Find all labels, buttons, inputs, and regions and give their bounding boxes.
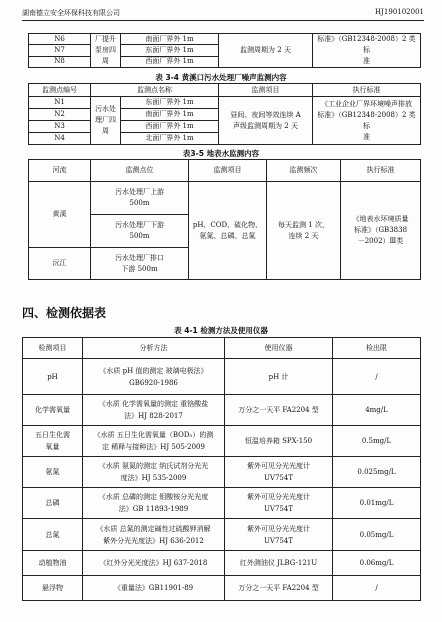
company-name: 湖南德立安全环保科技有限公司: [22, 9, 120, 17]
instrument: pH 计: [225, 359, 333, 395]
point-id: N3: [29, 121, 91, 133]
detection-limit: /: [333, 359, 421, 395]
table-row: [23, 426, 421, 457]
detection-limit: 0.01mg/L: [333, 488, 421, 519]
table-row: [23, 457, 421, 488]
col-header: 监测点名称: [91, 84, 219, 97]
point-location: 西面厂界外 1m: [121, 56, 219, 67]
instrument: 恒温培养箱 SPX-150: [225, 426, 333, 457]
analysis-method: 《水质 氨氮的测定 纳氏试剂分光光 度法》HJ 535-2009: [83, 457, 225, 488]
analysis-method: 《水质 五日生化需氧量（BOD₅）的测 定 稀释与接种法》HJ 505-2009: [83, 426, 225, 457]
point-location: 北面厂界外 1m: [121, 133, 219, 145]
col-header: 河流: [29, 160, 91, 182]
river-name: 黄溪: [29, 182, 91, 248]
point-id: N1: [29, 97, 91, 109]
col-header: 检出限: [333, 338, 421, 359]
detection-limit: 0.025mg/L: [333, 457, 421, 488]
col-header: 监测点编号: [29, 84, 91, 97]
instrument: 红外测油仪 JLBG-121U: [225, 551, 333, 576]
monitoring-item: 监测周期为 2 天: [219, 34, 313, 68]
standard: 《工业企业厂界环境噪声排放 标准》（GB12348-2008）2 类标 准: [313, 97, 421, 145]
point-id: N2: [29, 109, 91, 121]
monitoring-point: 污水处理厂上游 500m: [91, 182, 189, 215]
point-location: 东面厂界外 1m: [121, 45, 219, 56]
test-item: 五日生化需 氧量: [23, 426, 83, 457]
detection-limit: 4mg/L: [333, 395, 421, 426]
point-id: N7: [29, 45, 91, 56]
analysis-method: 《水质 总氮的测定碱性过硫酸钾消解 紫外分光光度法》HJ 636-2012: [83, 519, 225, 551]
test-item: 悬浮物: [23, 576, 83, 601]
point-id: N6: [29, 34, 91, 45]
col-header: 监测项目: [219, 84, 313, 97]
detection-limit: 0.05mg/L: [333, 519, 421, 551]
col-header: 监测点位: [91, 160, 189, 182]
table-4-1: [22, 337, 421, 601]
col-header: 执行标准: [341, 160, 421, 182]
analysis-method: 《水质 化学需氧量的测定 重铬酸盐 法》HJ 828-2017: [83, 395, 225, 426]
analysis-method: 《水质 pH 值的测定 玻璃电极法》 GB6920-1986: [83, 359, 225, 395]
col-header: 执行标准: [313, 84, 421, 97]
table-row: [23, 519, 421, 551]
detection-limit: 0.06mg/L: [333, 551, 421, 576]
instrument: 紫外可见分光光度计 UV754T: [225, 457, 333, 488]
instrument: 万分之一天平 FA2204 型: [225, 395, 333, 426]
report-number: HJ190102001: [375, 8, 424, 16]
table-3-4: [28, 83, 421, 145]
point-group: 污水处 理厂四 周: [91, 97, 121, 145]
test-item: 总氮: [23, 519, 83, 551]
standard: 《地表水环境质量 标准》（GB3838 －2002）Ⅲ类: [341, 182, 421, 280]
point-location: 东面厂界外 1m: [121, 97, 219, 109]
analysis-method: 《水质 总磷的测定 钼酸铵分光光度 法》GB 11893-1989: [83, 488, 225, 519]
test-item: pH: [23, 359, 83, 395]
table-3-4-caption: 表 3-4 黄溪口污水处理厂噪声监测内容: [155, 73, 287, 82]
table-row: [23, 395, 421, 426]
page-header: [22, 6, 424, 21]
col-header: 监测项目: [189, 160, 267, 182]
point-group: 厂提升 泵房四 周: [91, 34, 121, 68]
table-4-1-caption: 表 4-1 检测方法及使用仪器: [174, 326, 268, 335]
monitoring-item: 昼间、夜间等效连续 A 声级监测周期为 2 天: [219, 97, 313, 145]
col-header: 监测频次: [267, 160, 341, 182]
analysis-method: 《红外分光光度法》HJ 637-2018: [83, 551, 225, 576]
continuation-table: [28, 33, 421, 68]
analysis-method: 《重量法》GB11901-89: [83, 576, 225, 601]
detection-limit: 0.5mg/L: [333, 426, 421, 457]
point-id: N4: [29, 133, 91, 145]
test-item: 氨氮: [23, 457, 83, 488]
table-row: [23, 359, 421, 395]
table-3-5: [28, 159, 421, 280]
river-name: 沅江: [29, 248, 91, 280]
point-location: 南面厂界外 1m: [121, 109, 219, 121]
table-row: [23, 488, 421, 519]
instrument: 紫外可见分光光度计 UV754T: [225, 519, 333, 551]
point-location: 西面厂界外 1m: [121, 121, 219, 133]
test-item: 总磷: [23, 488, 83, 519]
instrument: 万分之一天平 FA2204 型: [225, 576, 333, 601]
detection-limit: /: [333, 576, 421, 601]
test-item: 动植物油: [23, 551, 83, 576]
table-row: [23, 551, 421, 576]
test-item: 化学需氧量: [23, 395, 83, 426]
point-id: N8: [29, 56, 91, 67]
monitoring-point: 污水处理厂下游 500m: [91, 215, 189, 248]
col-header: 检测项目: [23, 338, 83, 359]
monitoring-frequency: 每天监测 1 次， 连续 2 天: [267, 182, 341, 280]
col-header: 分析方法: [83, 338, 225, 359]
monitoring-item: pH、COD、硫化物、 氨氮、总磷、总氮: [189, 182, 267, 280]
monitoring-point: 污水处理厂排口 下游 500m: [91, 248, 189, 280]
col-header: 使用仪器: [225, 338, 333, 359]
standard: 标准》（GB12348-2008）2 类标 准: [313, 34, 421, 68]
point-location: 南面厂界外 1m: [121, 34, 219, 45]
instrument: 紫外可见分光光度计 UV754T: [225, 488, 333, 519]
table-3-5-caption: 表3-5 地表水监测内容: [182, 149, 260, 158]
section-title: 四、检测依据表: [22, 306, 107, 320]
table-row: [23, 576, 421, 601]
